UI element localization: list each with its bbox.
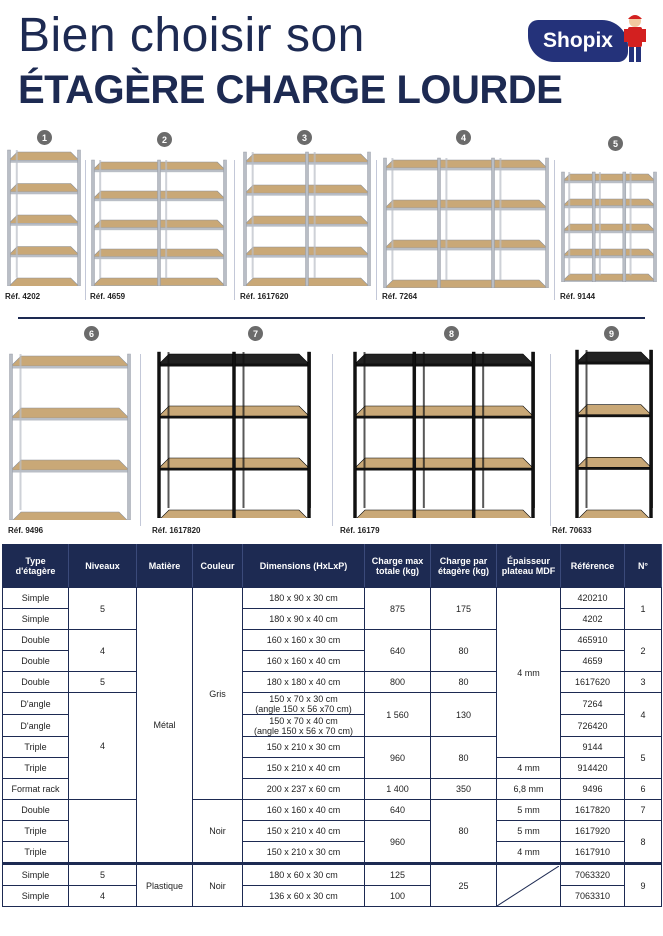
cell-num: 3 <box>625 672 662 693</box>
cell-charge-etagere: 80 <box>431 800 497 864</box>
cell-reference: 9496 <box>561 779 625 800</box>
cell-reference: 7063320 <box>561 864 625 886</box>
cell-dimensions: 160 x 160 x 30 cm <box>243 630 365 651</box>
shelf-image <box>560 170 658 282</box>
table-header: Référence <box>561 545 625 588</box>
product-number: 3 <box>297 130 312 145</box>
cell-dimensions: 150 x 210 x 30 cm <box>243 737 365 758</box>
cell-charge-totale: 800 <box>365 672 431 693</box>
cell-niveaux: 4 <box>69 886 137 907</box>
cell-reference: 4202 <box>561 609 625 630</box>
cell-reference: 420210 <box>561 588 625 609</box>
table-row <box>3 800 662 821</box>
cell-dimensions: 200 x 237 x 60 cm <box>243 779 365 800</box>
cell-charge-totale: 960 <box>365 821 431 864</box>
table-header: Épaisseur plateau MDF <box>497 545 561 588</box>
cell-epaisseur: 6,8 mm <box>497 779 561 800</box>
product-number: 2 <box>157 132 172 147</box>
table-header: Type d'étagère <box>3 545 69 588</box>
cell-matiere: Métal <box>137 588 193 864</box>
cell-dimensions: 160 x 160 x 40 cm <box>243 800 365 821</box>
cell-num: 5 <box>625 737 662 779</box>
cell-dimensions <box>243 715 365 737</box>
cell-reference: 1617920 <box>561 821 625 842</box>
cell-dimensions: 150 x 210 x 40 cm <box>243 758 365 779</box>
cell-epaisseur: 4 mm <box>497 842 561 864</box>
page-title-line2: ÉTAGÈRE CHARGE LOURDE <box>18 68 563 112</box>
cell-dimensions: 160 x 160 x 40 cm <box>243 651 365 672</box>
cell-num: 2 <box>625 630 662 672</box>
dim-main: 150 x 70 x 40 cm <box>269 715 338 726</box>
product-ref: Réf. 70633 <box>552 526 592 535</box>
product-ref: Réf. 9144 <box>560 292 596 301</box>
cell-num: 7 <box>625 800 662 821</box>
table-row <box>3 672 662 693</box>
shelf-image <box>156 350 312 518</box>
cell-reference: 726420 <box>561 715 625 737</box>
shelf-image <box>6 148 82 286</box>
cell-type: Simple <box>3 864 69 886</box>
product-number: 6 <box>84 326 99 341</box>
product-ref: Réf. 4659 <box>90 292 126 301</box>
cell-dimensions: 150 x 210 x 30 cm <box>243 842 365 864</box>
cell-charge-etagere: 80 <box>431 737 497 779</box>
cell-num: 4 <box>625 693 662 737</box>
cell-dimensions: 180 x 60 x 30 cm <box>243 864 365 886</box>
cell-couleur: Noir <box>193 800 243 864</box>
shelf-image <box>352 350 536 518</box>
shelf-image <box>574 348 654 518</box>
cell-num: 6 <box>625 779 662 800</box>
cell-reference: 1617820 <box>561 800 625 821</box>
table-row <box>3 886 662 907</box>
cell-charge-totale: 875 <box>365 588 431 630</box>
cell-niveaux: 5 <box>69 672 137 693</box>
product-ref: Réf. 16179 <box>340 526 380 535</box>
shelf-image <box>242 150 372 286</box>
cell-reference: 1617910 <box>561 842 625 864</box>
product-ref: Réf. 7264 <box>382 292 418 301</box>
cell-reference: 4659 <box>561 651 625 672</box>
page-title-line1: Bien choisir son <box>18 9 365 62</box>
cell-type: Simple <box>3 609 69 630</box>
cell-epaisseur: 4 mm <box>497 588 561 758</box>
dim-main: 150 x 70 x 30 cm <box>269 693 338 704</box>
cell-type: Triple <box>3 821 69 842</box>
table-header: Couleur <box>193 545 243 588</box>
cell-reference: 465910 <box>561 630 625 651</box>
cell-reference: 7264 <box>561 693 625 715</box>
cell-reference: 914420 <box>561 758 625 779</box>
brand-logo: Shopix <box>528 20 628 62</box>
table-header-row <box>3 545 662 588</box>
cell-type: D'angle <box>3 693 69 715</box>
product-number: 5 <box>608 136 623 151</box>
cell-couleur: Gris <box>193 588 243 800</box>
cell-dimensions: 180 x 180 x 40 cm <box>243 672 365 693</box>
cell-charge-etagere: 350 <box>431 779 497 800</box>
cell-dimensions: 150 x 210 x 40 cm <box>243 821 365 842</box>
cell-charge-etagere: 25 <box>431 864 497 907</box>
cell-dimensions: 136 x 60 x 30 cm <box>243 886 365 907</box>
cell-matiere: Plastique <box>137 864 193 907</box>
cell-type: Double <box>3 672 69 693</box>
cell-num: 8 <box>625 821 662 864</box>
cell-charge-totale: 640 <box>365 800 431 821</box>
product-ref: Réf. 4202 <box>5 292 41 301</box>
cell-couleur: Noir <box>193 864 243 907</box>
cell-type: Simple <box>3 886 69 907</box>
table-header: Charge par étagère (kg) <box>431 545 497 588</box>
cell-charge-totale: 1 400 <box>365 779 431 800</box>
cell-charge-totale: 1 560 <box>365 693 431 737</box>
cell-type: Triple <box>3 737 69 758</box>
product-number: 7 <box>248 326 263 341</box>
cell-type: D'angle <box>3 715 69 737</box>
product-ref: Réf. 1617620 <box>240 292 289 301</box>
cell-epaisseur: 5 mm <box>497 800 561 821</box>
cell-type: Format rack <box>3 779 69 800</box>
comparison-table <box>2 544 662 907</box>
cell-charge-totale: 960 <box>365 737 431 779</box>
cell-niveaux: 5 <box>69 864 137 886</box>
cell-niveaux: 5 <box>69 588 137 630</box>
section-divider <box>18 317 645 319</box>
cell-type: Triple <box>3 842 69 864</box>
cell-charge-totale: 640 <box>365 630 431 672</box>
cell-type: Triple <box>3 758 69 779</box>
product-number: 4 <box>456 130 471 145</box>
cell-type: Double <box>3 651 69 672</box>
mascot-icon <box>622 12 648 66</box>
shelf-image <box>382 156 550 288</box>
table-header: N° <box>625 545 662 588</box>
cell-epaisseur: 5 mm <box>497 821 561 842</box>
cell-type: Simple <box>3 588 69 609</box>
cell-num: 9 <box>625 864 662 907</box>
cell-niveaux <box>69 800 137 864</box>
cell-dimensions <box>243 693 365 715</box>
shelf-image <box>90 158 228 286</box>
table-header: Niveaux <box>69 545 137 588</box>
cell-charge-totale: 125 <box>365 864 431 886</box>
shelf-image <box>8 352 132 520</box>
cell-reference: 7063310 <box>561 886 625 907</box>
table-row <box>3 693 662 715</box>
cell-reference: 1617620 <box>561 672 625 693</box>
cell-charge-etagere: 80 <box>431 672 497 693</box>
cell-charge-etagere: 80 <box>431 630 497 672</box>
dim-angle: (angle 150 x 56 x 70 cm) <box>253 725 354 736</box>
product-number: 9 <box>604 326 619 341</box>
product-ref: Réf. 9496 <box>8 526 44 535</box>
dim-angle: (angle 150 x 56 x70 cm) <box>255 703 352 714</box>
cell-reference: 9144 <box>561 737 625 758</box>
cell-epaisseur: 4 mm <box>497 758 561 779</box>
cell-epaisseur-na <box>497 864 561 907</box>
cell-num: 1 <box>625 588 662 630</box>
cell-dimensions: 180 x 90 x 40 cm <box>243 609 365 630</box>
cell-niveaux: 4 <box>69 630 137 672</box>
table-row <box>3 864 662 886</box>
product-number: 8 <box>444 326 459 341</box>
cell-niveaux: 4 <box>69 693 137 800</box>
cell-charge-etagere: 130 <box>431 693 497 737</box>
table-header: Matière <box>137 545 193 588</box>
product-number: 1 <box>37 130 52 145</box>
cell-charge-etagere: 175 <box>431 588 497 630</box>
cell-type: Double <box>3 800 69 821</box>
table-header: Dimensions (HxLxP) <box>243 545 365 588</box>
diagonal-slash <box>497 866 559 906</box>
cell-dimensions: 180 x 90 x 30 cm <box>243 588 365 609</box>
cell-type: Double <box>3 630 69 651</box>
table-row <box>3 588 662 609</box>
product-ref: Réf. 1617820 <box>152 526 201 535</box>
table-header: Charge max totale (kg) <box>365 545 431 588</box>
table-row <box>3 630 662 651</box>
cell-charge-totale: 100 <box>365 886 431 907</box>
